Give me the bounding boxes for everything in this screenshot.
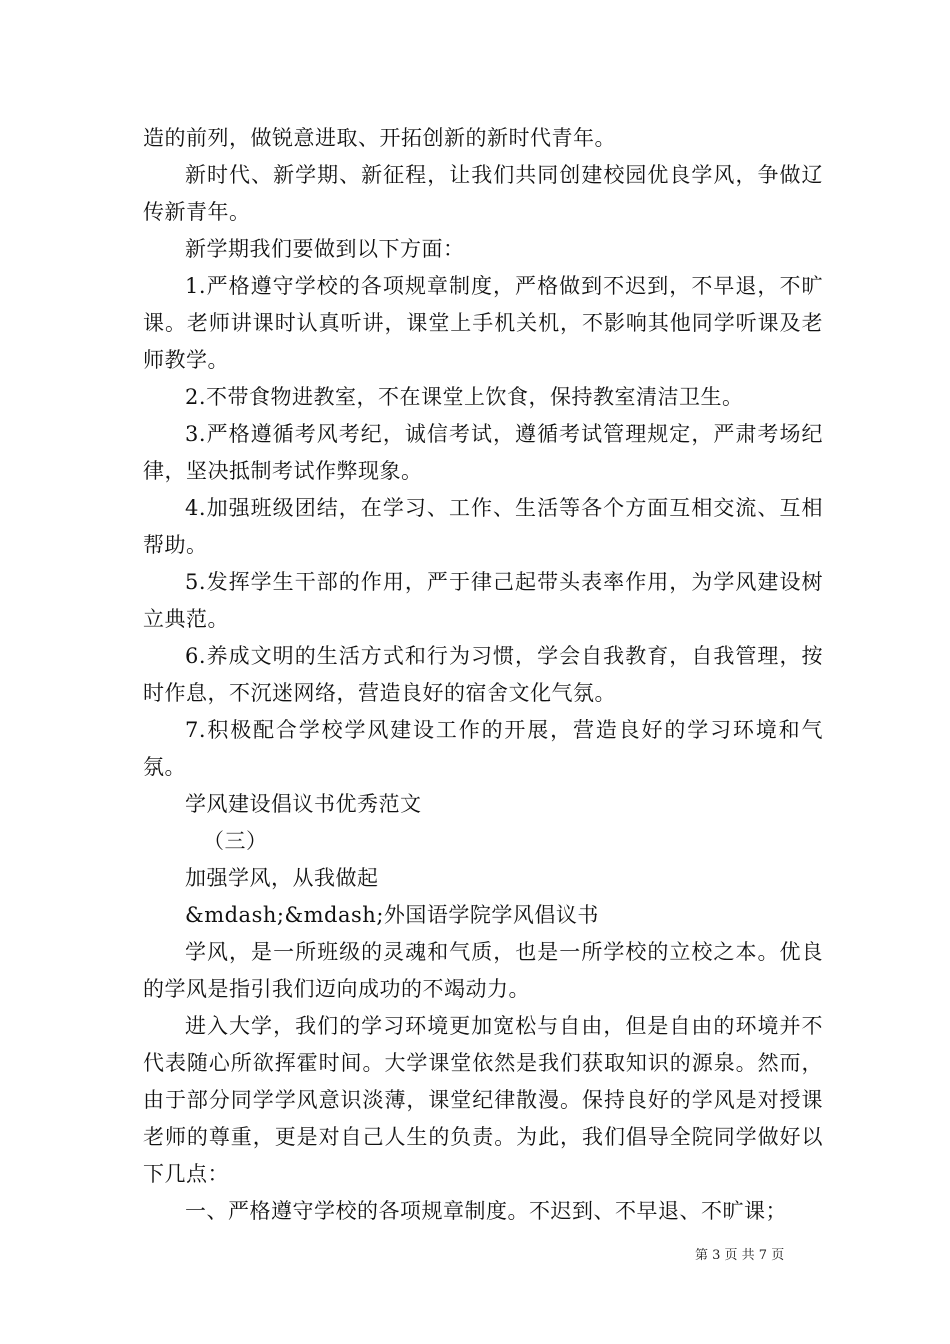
document-body — [143, 120, 823, 1230]
page-number-footer: 第 3 页 共 7 页 — [695, 1248, 785, 1263]
paragraph: 1.严格遵守学校的各项规章制度，严格做到不迟到，不早退，不旷课。老师讲课时认真听讲，课堂上手机关机，不影响其他同学听课及老师教学。 — [143, 274, 823, 372]
paragraph: 一、严格遵守学校的各项规章制度。不迟到、不早退、不旷课； — [185, 1199, 787, 1223]
subtitle-byline: &mdash;&mdash;外国语学院学风倡议书 — [185, 903, 599, 927]
section-number: （三） — [203, 829, 268, 853]
subtitle: 加强学风，从我做起 — [185, 866, 379, 890]
paragraph: 4.加强班级团结，在学习、工作、生活等各个方面互相交流、互相帮助。 — [143, 496, 823, 557]
paragraph: 学风，是一所班级的灵魂和气质，也是一所学校的立校之本。优良的学风是指引我们迈向成功的不竭动力。 — [143, 940, 823, 1001]
paragraph: 进入大学，我们的学习环境更加宽松与自由，但是自由的环境并不代表随心所欲挥霍时间。大学课堂依然是我们获取知识的源泉。然而，由于部分同学学风意识淡薄，课堂纪律散漫。保持良好的学风是对授课老师的尊重，更是对自己人生的负责。为此，我们倡导全院同学做好以下几点： — [143, 1014, 823, 1186]
paragraph: 3.严格遵循考风考纪，诚信考试，遵循考试管理规定，严肃考场纪律，坚决抵制考试作弊现象。 — [143, 422, 823, 483]
paragraph: 7.积极配合学校学风建设工作的开展，营造良好的学习环境和气氛。 — [143, 718, 823, 779]
paragraph: 5.发挥学生干部的作用，严于律己起带头表率作用，为学风建设树立典范。 — [143, 570, 823, 631]
paragraph: 新时代、新学期、新征程，让我们共同创建校园优良学风，争做辽传新青年。 — [143, 163, 823, 224]
paragraph: 2.不带食物进教室，不在课堂上饮食，保持教室清洁卫生。 — [185, 385, 744, 409]
paragraph: 6.养成文明的生活方式和行为习惯，学会自我教育，自我管理，按时作息，不沉迷网络，营造良好的宿舍文化气氛。 — [143, 644, 823, 705]
paragraph: 新学期我们要做到以下方面： — [185, 237, 465, 261]
section-heading: 学风建设倡议书优秀范文 — [185, 792, 422, 816]
paragraph: 造的前列，做锐意进取、开拓创新的新时代青年。 — [143, 126, 616, 150]
